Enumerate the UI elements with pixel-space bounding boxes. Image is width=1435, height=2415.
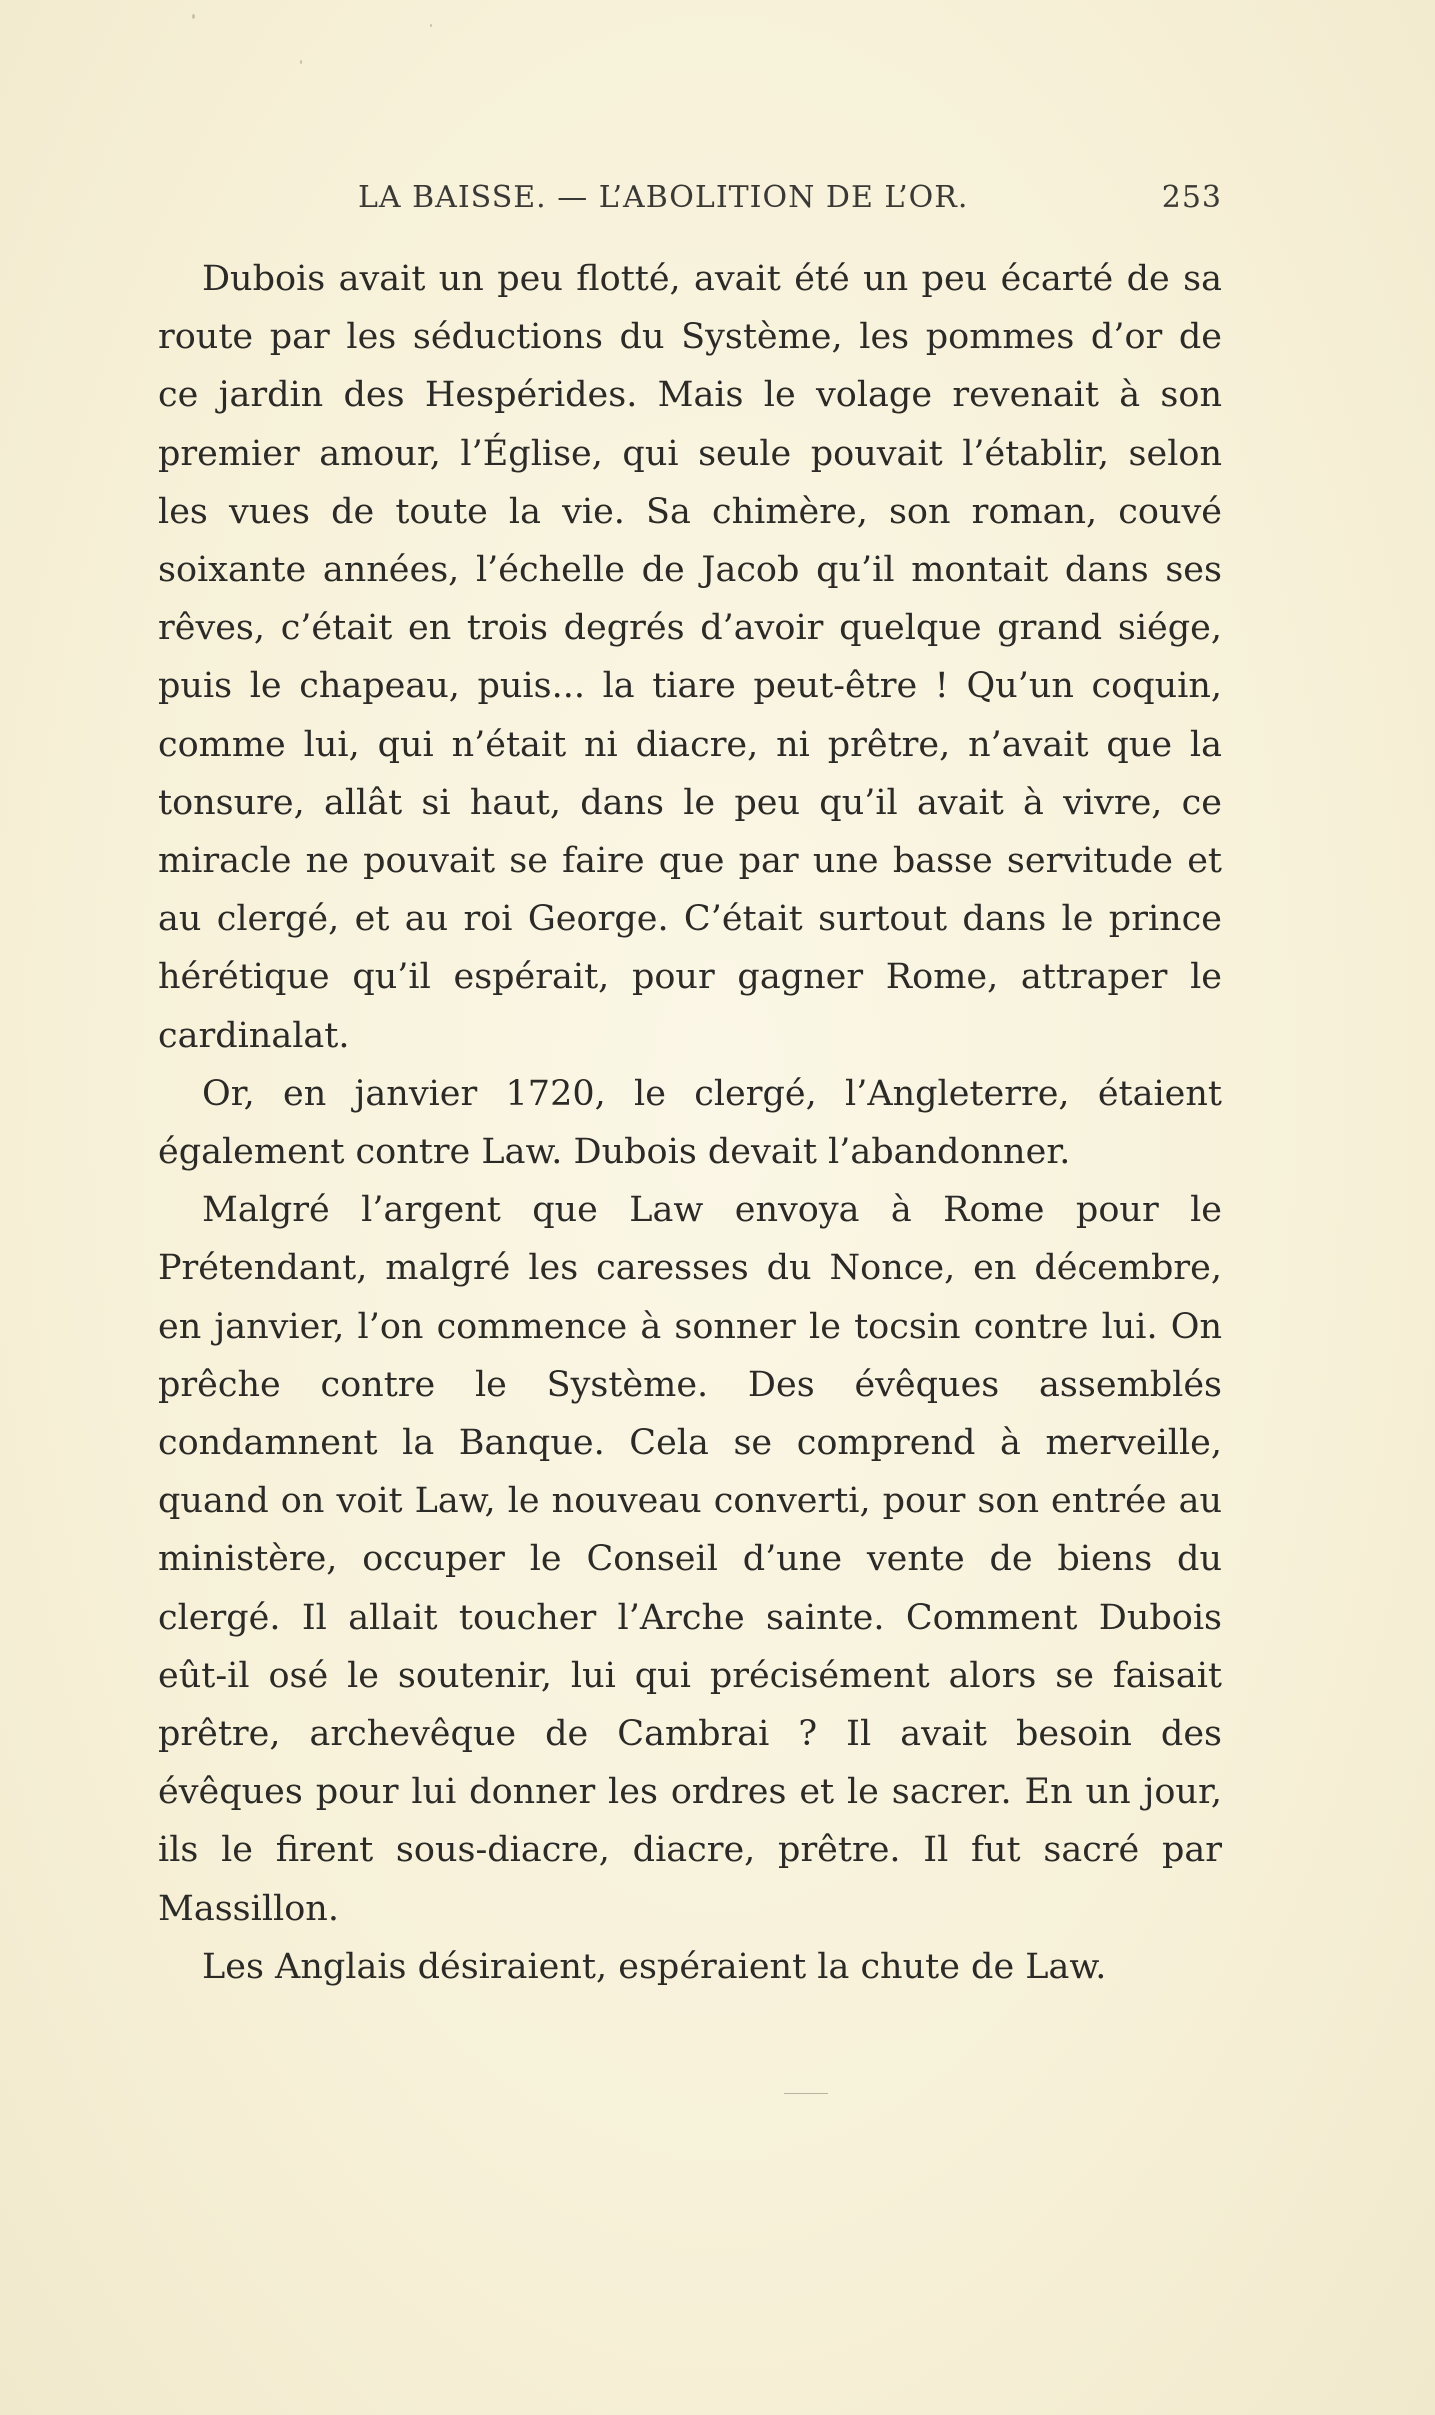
paragraph-2: Or, en janvier 1720, le clergé, l’Angleterre, étaient également contre Law. Dubois devait l’abandonner. xyxy=(158,1073,1222,1173)
paragraph-1: Dubois avait un peu flotté, avait été un peu écarté de sa route par les séductions du Système, les pommes d’or de ce jardin des Hespérides. Mais le volage revenait à son premier amour, l’Église, qui seule pouvait l’établir, selon les vues de toute la vie. Sa chimère, son roman, couvé soixante années, l’échelle de Jacob qu’il montait dans ses rêves, c’était en trois degrés d’avoir quelque grand siége, puis le chapeau, puis... la tiare peut-être ! Qu’un coquin, comme lui, qui n’était ni diacre, ni prêtre, n’avait que la tonsure, allât si haut, dans le peu qu’il avait à vivre, ce miracle ne pouvait se faire que par une basse servitude et au clergé, et au roi George. C’était surtout dans le prince hérétique qu’il espérait, pour gagner Rome, attraper le cardinalat. xyxy=(158,259,1222,1056)
page-number: 253 xyxy=(1161,180,1222,215)
paper-speck xyxy=(430,24,432,27)
running-title: LA BAISSE. — L’ABOLITION DE L’OR. xyxy=(358,180,969,215)
paragraph-3: Malgré l’argent que Law envoya à Rome pour le Prétendant, malgré les caresses du Nonce, en décembre, en janvier, l’on commence à sonner le tocsin contre lui. On prêche contre le Système. Des évêques assemblés condamnent la Banque. Cela se comprend à merveille, quand on voit Law, le nouveau converti, pour son entrée au ministère, occuper le Conseil d’une vente de biens du clergé. Il allait toucher l’Arche sainte. Comment Dubois eût-il osé le soutenir, lui qui précisément alors se faisait prêtre, archevêque de Cambrai ? Il avait besoin des évêques pour lui donner les ordres et le sacrer. En un jour, ils le firent sous-diacre, diacre, prêtre. Il fut sacré par Massillon. xyxy=(158,1190,1222,1929)
paper-speck xyxy=(300,60,302,64)
end-ornament-rule xyxy=(784,2093,828,2094)
paragraph-4: Les Anglais désiraient, espéraient la chute de Law. xyxy=(202,1946,1107,1987)
running-head xyxy=(158,180,1222,224)
paper-speck xyxy=(192,14,195,19)
body-text xyxy=(158,250,1222,1996)
